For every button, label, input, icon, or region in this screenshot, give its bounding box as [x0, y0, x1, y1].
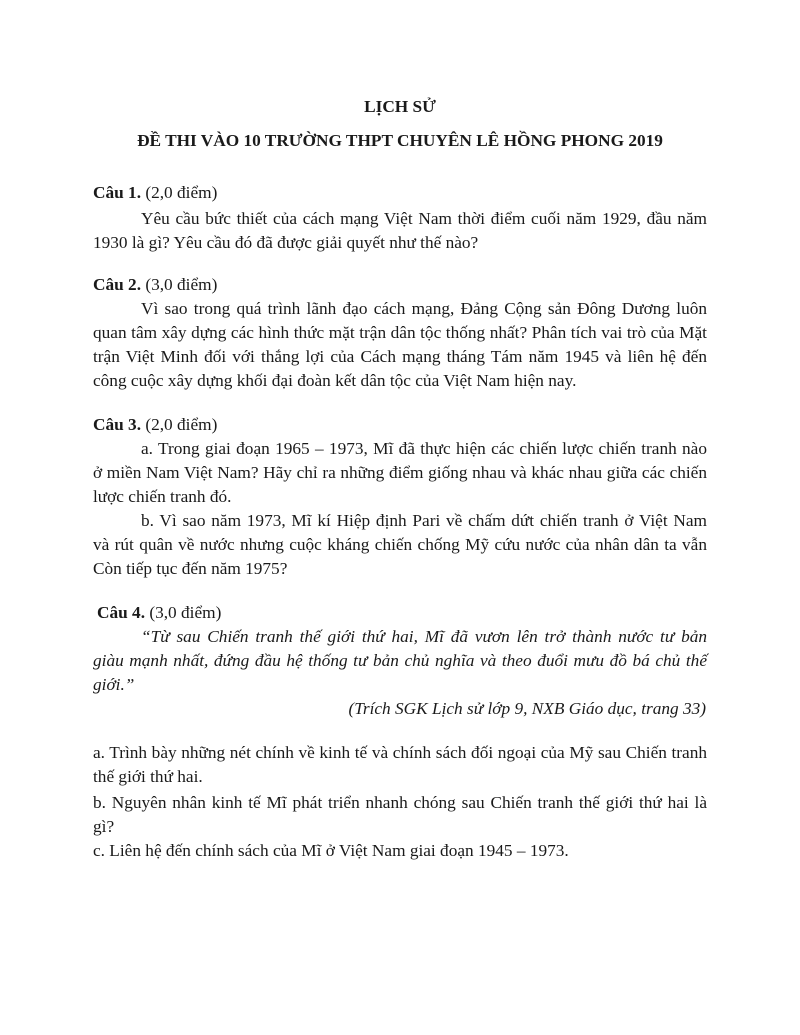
question-4-quote-line-2: giàu mạnh nhất, đứng đầu hệ thống tư bản chủ nghĩa và theo đuổi mưu đồ bá chủ thế: [93, 651, 707, 670]
question-3-line-1: a. Trong giai đoạn 1965 – 1973, Mĩ đã thực hiện các chiến lược chiến tranh nào: [141, 439, 707, 458]
question-1-header: [93, 182, 217, 204]
question-1-label: Câu 1.: [93, 183, 142, 202]
question-3-label: Câu 3.: [93, 415, 142, 434]
subject-heading: LỊCH SỬ: [364, 97, 436, 116]
question-1-line-1: Yêu cầu bức thiết của cách mạng Việt Nam thời điểm cuối năm 1929, đầu năm: [141, 209, 707, 228]
question-4-line-4: gì?: [93, 817, 115, 836]
question-3-line-3: lược chiến tranh đó.: [93, 487, 232, 506]
question-2-label: Câu 2.: [93, 275, 142, 294]
question-2-line-2: quan tâm xây dựng các hình thức mặt trận dân tộc thống nhất? Phân tích vai trò của Mặt: [93, 323, 707, 342]
question-4-line-2: thế giới thứ hai.: [93, 767, 203, 786]
question-1-points: (2,0 điểm): [141, 183, 218, 202]
question-4-line-1: a. Trình bày những nét chính về kinh tế và chính sách đối ngoại của Mỹ sau Chiến tranh: [93, 743, 707, 762]
question-2-line-4: công cuộc xây dựng khối đại đoàn kết dân tộc của Việt Nam hiện nay.: [93, 371, 577, 390]
question-3-header: [93, 414, 217, 436]
question-3-line-4: b. Vì sao năm 1973, Mĩ kí Hiệp định Pari về chấm dứt chiến tranh ở Việt Nam: [141, 511, 707, 530]
question-4-header: [97, 602, 221, 624]
question-4-line-5: c. Liên hệ đến chính sách của Mĩ ở Việt Nam giai đoạn 1945 – 1973.: [93, 841, 569, 860]
question-3-line-5: và rút quân về nước nhưng cuộc kháng chiến chống Mỹ cứu nước của nhân dân ta vẫn: [93, 535, 707, 554]
question-4-quote-line-1: “Từ sau Chiến tranh thế giới thứ hai, Mĩ đã vươn lên trở thành nước tư bản: [141, 627, 707, 646]
question-2-points: (3,0 điểm): [141, 275, 218, 294]
question-2-line-3: trận Việt Minh đối với thắng lợi của Cách mạng tháng Tám năm 1945 và liên hệ đến: [93, 347, 707, 366]
question-4-citation: (Trích SGK Lịch sử lớp 9, NXB Giáo dục, trang 33): [348, 699, 706, 718]
question-4-label: Câu 4.: [97, 603, 146, 622]
question-1-line-2: 1930 là gì? Yêu cầu đó đã được giải quyết như thế nào?: [93, 233, 479, 252]
exam-title: ĐỀ THI VÀO 10 TRƯỜNG THPT CHUYÊN LÊ HỒNG PHONG 2019: [137, 131, 663, 150]
question-2-header: [93, 274, 217, 296]
question-3-line-6: Còn tiếp tục đến năm 1975?: [93, 559, 288, 578]
question-4-quote-line-3: giới.”: [93, 675, 135, 694]
question-4-points: (3,0 điểm): [145, 603, 222, 622]
question-4-line-3: b. Nguyên nhân kinh tế Mĩ phát triển nhanh chóng sau Chiến tranh thế giới thứ hai là: [93, 793, 707, 812]
question-3-line-2: ở miền Nam Việt Nam? Hãy chỉ ra những điểm giống nhau và khác nhau giữa các chiến: [93, 463, 707, 482]
question-3-points: (2,0 điểm): [141, 415, 218, 434]
question-2-line-1: Vì sao trong quá trình lãnh đạo cách mạng, Đảng Cộng sản Đông Dương luôn: [141, 299, 707, 318]
